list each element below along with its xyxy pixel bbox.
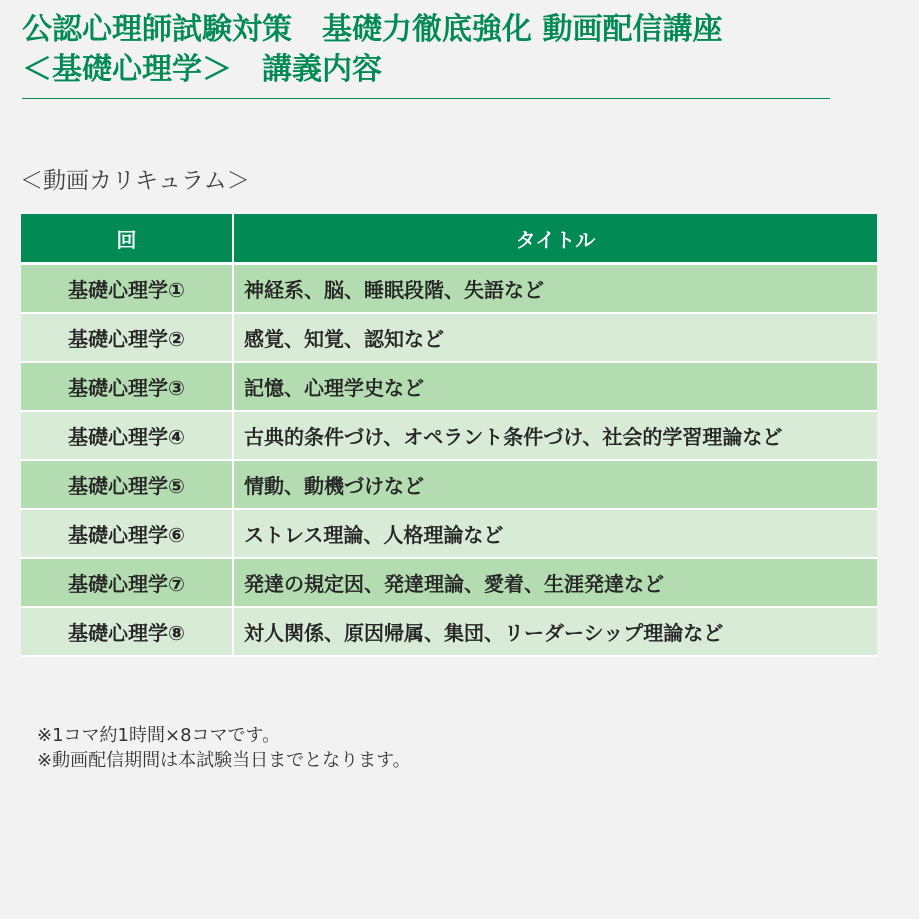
table-row bbox=[21, 411, 877, 460]
title-divider bbox=[22, 98, 830, 99]
lesson-number: 基礎心理学② bbox=[21, 313, 233, 362]
lesson-title: 神経系、脳、睡眠段階、失語など bbox=[233, 264, 877, 314]
lesson-title: 感覚、知覚、認知など bbox=[233, 313, 877, 362]
lesson-title: 対人関係、原因帰属、集団、リーダーシップ理論など bbox=[233, 607, 877, 656]
notes bbox=[37, 723, 411, 773]
lesson-title: 記憶、心理学史など bbox=[233, 362, 877, 411]
table-row bbox=[21, 509, 877, 558]
section-heading: ＜動画カリキュラム＞ bbox=[20, 168, 250, 194]
lesson-number: 基礎心理学⑧ bbox=[21, 607, 233, 656]
page-title-line-2: ＜基礎心理学＞ 講義内容 bbox=[22, 52, 382, 87]
table-row bbox=[21, 558, 877, 607]
lesson-title: 発達の規定因、発達理論、愛着、生涯発達など bbox=[233, 558, 877, 607]
header-lesson-number: 回 bbox=[21, 214, 233, 264]
lesson-number: 基礎心理学③ bbox=[21, 362, 233, 411]
table-row bbox=[21, 313, 877, 362]
table-row bbox=[21, 362, 877, 411]
lesson-title: 情動、動機づけなど bbox=[233, 460, 877, 509]
lesson-number: 基礎心理学⑥ bbox=[21, 509, 233, 558]
page-title-line-1: 公認心理師試験対策 基礎力徹底強化 動画配信講座 bbox=[22, 12, 723, 47]
table-row bbox=[21, 607, 877, 656]
table-header-row bbox=[21, 214, 877, 264]
note-session-count: ※1コマ約1時間×8コマです。 bbox=[37, 725, 281, 746]
note-streaming-period: ※動画配信期間は本試験当日までとなります。 bbox=[37, 750, 411, 771]
table-row bbox=[21, 460, 877, 509]
lesson-number: 基礎心理学⑦ bbox=[21, 558, 233, 607]
lesson-title: ストレス理論、人格理論など bbox=[233, 509, 877, 558]
lesson-number: 基礎心理学⑤ bbox=[21, 460, 233, 509]
page-title bbox=[22, 10, 830, 90]
table-row bbox=[21, 264, 877, 314]
header-title: タイトル bbox=[233, 214, 877, 264]
lesson-number: 基礎心理学① bbox=[21, 264, 233, 314]
lesson-title: 古典的条件づけ、オペラント条件づけ、社会的学習理論など bbox=[233, 411, 877, 460]
curriculum-table bbox=[21, 214, 877, 657]
lesson-number: 基礎心理学④ bbox=[21, 411, 233, 460]
